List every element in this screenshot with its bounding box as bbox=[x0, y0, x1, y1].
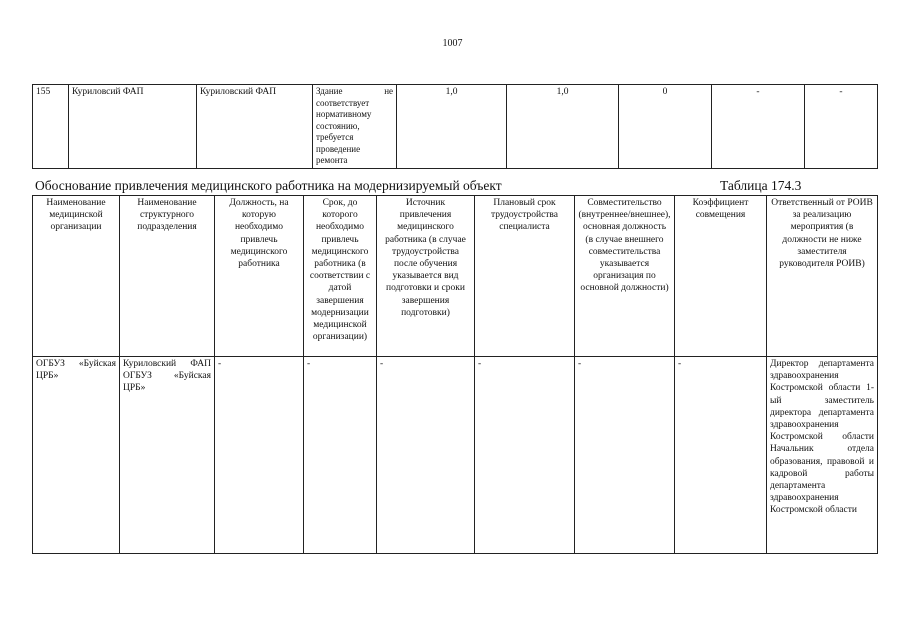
combination-cell: - bbox=[575, 357, 675, 554]
page-number: 1007 bbox=[442, 38, 463, 49]
unit-cell: Куриловский ФАП ОГБУЗ «Буйская ЦРБ» bbox=[120, 357, 215, 554]
planned-cell: - bbox=[475, 357, 575, 554]
row-number-cell: 155 bbox=[33, 85, 69, 169]
description-cell: Здание не соответствует нормативному состоянию, требуется проведение ремонта bbox=[313, 85, 397, 169]
section-title: Обоснование привлечения медицинского работника на модернизируемый объект bbox=[35, 178, 502, 193]
top-table bbox=[32, 84, 878, 169]
value-cell-2: 1,0 bbox=[507, 85, 619, 169]
table-number: Таблица 174.3 bbox=[720, 178, 802, 193]
value-cell-1: 1,0 bbox=[397, 85, 507, 169]
header-org: Наименование медицинской организации bbox=[33, 196, 120, 357]
table-row bbox=[33, 357, 878, 554]
coefficient-cell: - bbox=[675, 357, 767, 554]
header-position: Должность, на которую необходимо привлечь медицинского работника bbox=[215, 196, 304, 357]
value-cell-5: - bbox=[805, 85, 878, 169]
source-cell: - bbox=[377, 357, 475, 554]
header-planned: Плановый срок трудоустройства специалиста bbox=[475, 196, 575, 357]
header-deadline: Срок, до которого необходимо привлечь медицинского работника (в соответствии с датой завершения модернизации медицинской организации) bbox=[304, 196, 377, 357]
header-coefficient: Коэффициент совмещения bbox=[675, 196, 767, 357]
table-row bbox=[33, 85, 878, 169]
value-cell-4: - bbox=[712, 85, 805, 169]
unit-cell: Куриловский ФАП bbox=[197, 85, 313, 169]
header-responsible: Ответственный от РОИВ за реализацию мероприятия (в должности не ниже заместителя руководителя РОИВ) bbox=[767, 196, 878, 357]
org-cell: ОГБУЗ «Буйская ЦРБ» bbox=[33, 357, 120, 554]
header-combination: Совместительство (внутреннее/внешнее), основная должность (в случае внешнего совместительства указывается организация по основной должности) bbox=[575, 196, 675, 357]
deadline-cell: - bbox=[304, 357, 377, 554]
org-cell: Куриловсий ФАП bbox=[69, 85, 197, 169]
header-source: Источник привлечения медицинского работника (в случае трудоустройства после обучения указывается вид подготовки и сроки завершения подготовки) bbox=[377, 196, 475, 357]
header-row bbox=[33, 196, 878, 357]
responsible-cell: Директор департамента здравоохранения Костромской области 1-ый заместитель директора департамента здравоохранения Костромской области Начальник отдела образования, правовой и кадровой работы департамента здравоохранения Костромской области bbox=[767, 357, 878, 554]
main-table bbox=[32, 195, 878, 554]
value-cell-3: 0 bbox=[619, 85, 712, 169]
header-unit: Наименование структурного подразделения bbox=[120, 196, 215, 357]
position-cell: - bbox=[215, 357, 304, 554]
